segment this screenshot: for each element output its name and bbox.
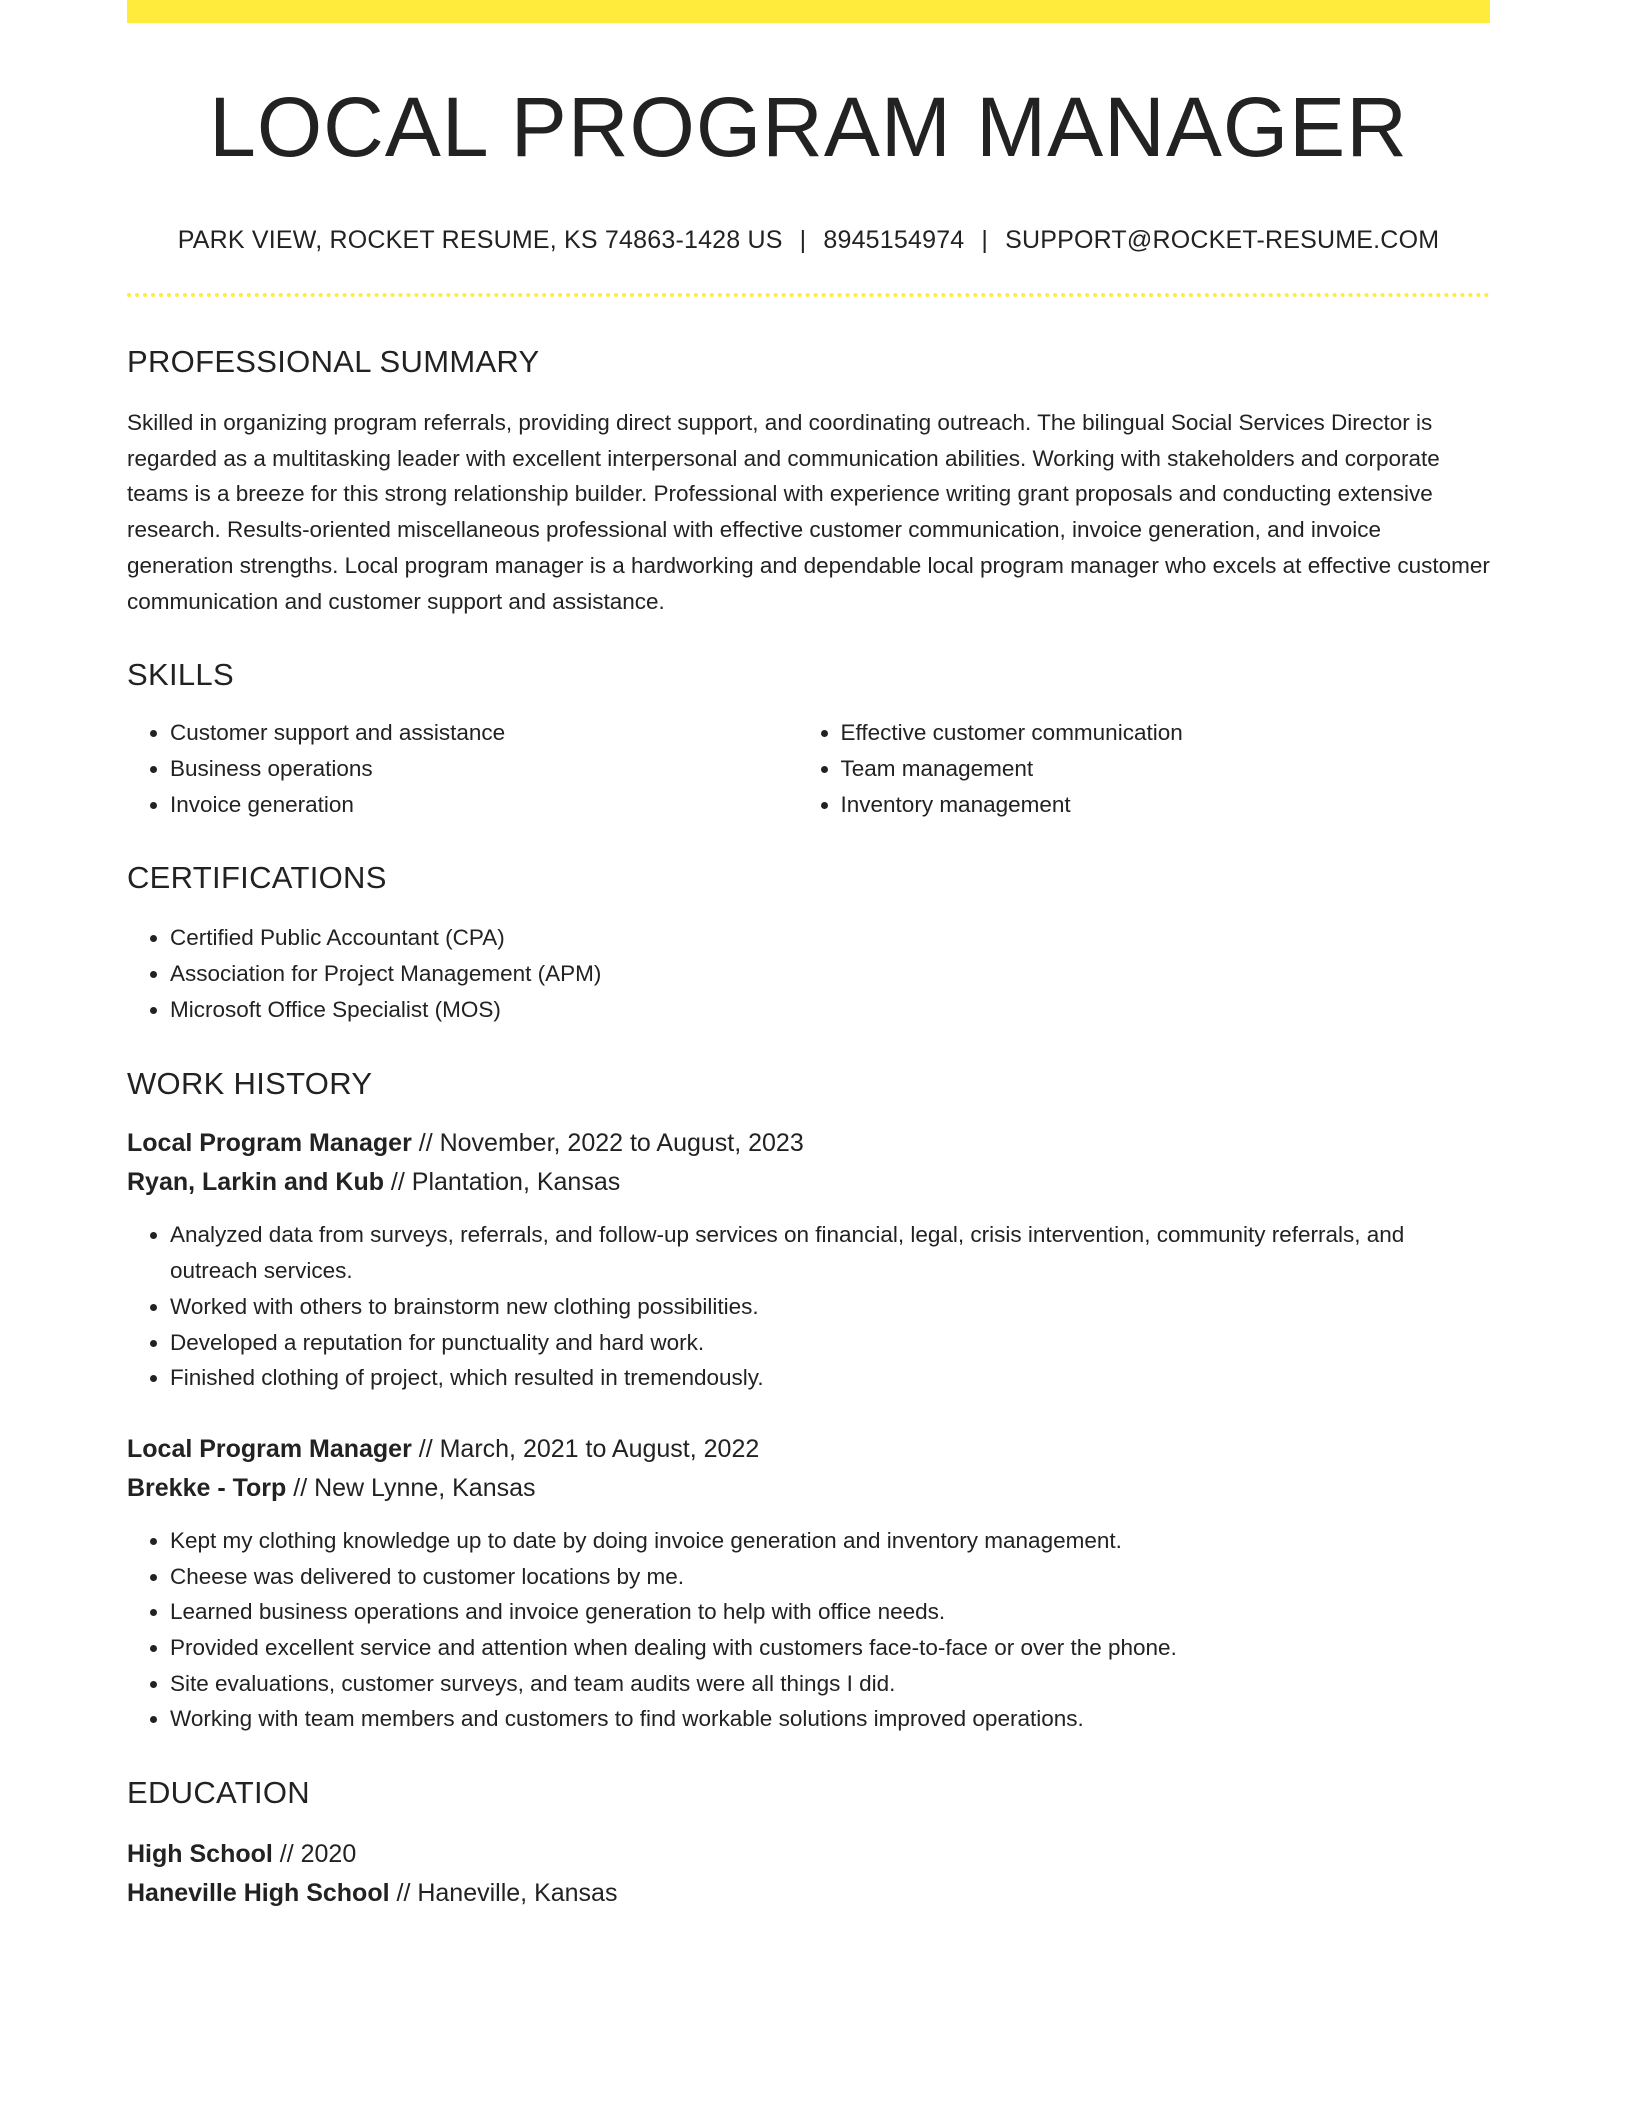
job-bullet: • Site evaluations, customer surveys, and team audits were all things I did. [170,1666,1490,1702]
education-location: // Haneville, Kansas [389,1879,618,1908]
skill-item: • Effective customer communication [841,715,1490,751]
contact-email: SUPPORT@ROCKET-RESUME.COM [1005,226,1440,254]
job-bullets [127,1217,1490,1396]
job-bullet: • Developed a reputation for punctuality and hard work. [170,1325,1490,1361]
job-bullet: • Working with team members and customers to find workable solutions improved operations. [170,1701,1490,1737]
dotted-divider [127,293,1490,297]
skill-item: • Business operations [170,751,798,787]
job-title-line [127,1430,1490,1469]
summary-text: Skilled in organizing program referrals, providing direct support, and coordinating outreach. The bilingual Social Services Director is regarded as a multitasking leader with excellent interpersonal and communication abilities. Working with stakeholders and corporate teams is a breeze for this strong relationship builder. Professional with experience writing grant proposals and conducting extensive research. Results-oriented miscellaneous professional with effective customer communication, invoice generation, and invoice generation strengths. Local program manager is a hardworking and dependable local program manager who excels at effective customer communication and customer support and assistance. [127,410,1490,614]
education-school: Haneville High School [127,1879,390,1908]
education-year: // 2020 [272,1840,357,1869]
skill-item: • Invoice generation [170,787,798,823]
job-entry [127,1430,1490,1737]
job-company: Brekke - Torp [127,1473,287,1502]
job-bullet: • Worked with others to brainstorm new clothing possibilities. [170,1289,1490,1325]
job-title-line [127,1124,1490,1163]
job-bullet: • Cheese was delivered to customer locations by me. [170,1559,1490,1595]
education-entry [127,1835,1490,1913]
job-title: Local Program Manager [127,1434,412,1463]
skills-grid [127,715,1490,822]
resume-page [127,0,1490,1913]
contact-phone: 8945154974 [823,226,965,254]
job-company-line [127,1163,1490,1202]
job-bullet: • Kept my clothing knowledge up to date by doing invoice generation and inventory management. [170,1523,1490,1559]
education-school-line [127,1874,1490,1913]
job-bullet: • Provided excellent service and attention when dealing with customers face-to-face or over the phone. [170,1630,1490,1666]
education-degree: High School [127,1840,273,1869]
contact-address: PARK VIEW, ROCKET RESUME, KS 74863-1428 US [177,226,783,254]
skill-item: • Team management [841,751,1490,787]
accent-top-bar [127,0,1490,23]
skill-item: • Customer support and assistance [170,715,798,751]
certification-item: • Microsoft Office Specialist (MOS) [170,992,1490,1028]
education-degree-line [127,1835,1490,1874]
job-location: // New Lynne, Kansas [286,1473,536,1502]
skills-list-left [127,715,798,822]
job-company: Ryan, Larkin and Kub [127,1168,384,1197]
page-title: LOCAL PROGRAM MANAGER [209,80,1408,174]
job-bullet: • Analyzed data from surveys, referrals, and follow-up services on financial, legal, crisis intervention, community referrals, and outreach services. [170,1217,1490,1288]
certification-item: • Association for Project Management (APM) [170,956,1490,992]
contact-line [127,228,1490,253]
certifications-heading: CERTIFICATIONS [127,860,387,896]
job-title: Local Program Manager [127,1129,412,1158]
job-dates: // November, 2022 to August, 2023 [411,1129,804,1158]
skills-list-right [798,715,1490,822]
skill-item: • Inventory management [841,787,1490,823]
education-heading: EDUCATION [127,1775,310,1811]
skills-heading: SKILLS [127,657,234,693]
certification-item: • Certified Public Accountant (CPA) [170,920,1490,956]
job-dates: // March, 2021 to August, 2022 [411,1434,760,1463]
contact-separator: | [981,226,989,254]
job-bullets [127,1523,1490,1737]
job-entry [127,1124,1490,1396]
certifications-list [127,920,1490,1027]
job-company-line [127,1469,1490,1508]
summary-heading: PROFESSIONAL SUMMARY [127,344,540,379]
job-bullet: • Learned business operations and invoice generation to help with office needs. [170,1594,1490,1630]
contact-separator: | [799,226,807,254]
job-bullet: • Finished clothing of project, which resulted in tremendously. [170,1360,1490,1396]
work-history-heading: WORK HISTORY [127,1066,373,1102]
job-location: // Plantation, Kansas [383,1168,621,1197]
